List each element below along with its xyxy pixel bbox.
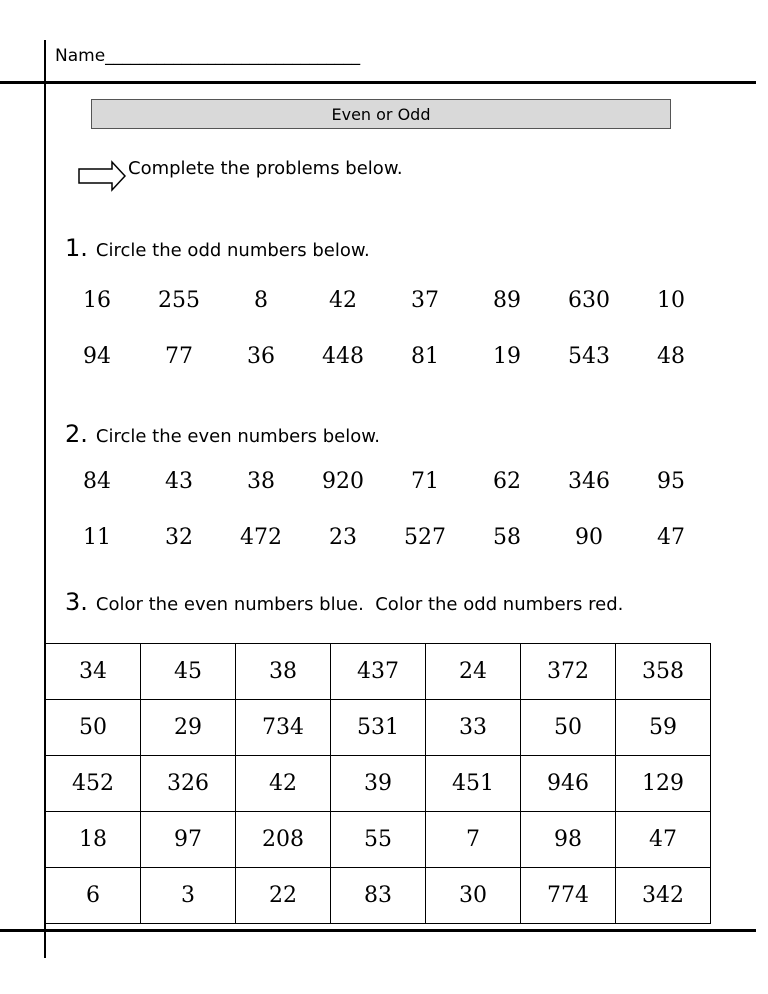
grid-cell[interactable]: 358 (616, 644, 711, 700)
grid-cell[interactable]: 34 (46, 644, 141, 700)
number-item[interactable]: 38 (247, 469, 275, 494)
grid-cell[interactable]: 24 (426, 644, 521, 700)
grid-cell[interactable]: 326 (141, 756, 236, 812)
grid-cell[interactable]: 50 (521, 700, 616, 756)
problem-1-row-1 (56, 288, 712, 313)
grid-cell[interactable]: 342 (616, 868, 711, 924)
number-item[interactable]: 47 (657, 525, 685, 550)
problem-1-heading (65, 234, 370, 262)
grid-row (46, 868, 711, 924)
grid-cell[interactable]: 129 (616, 756, 711, 812)
number-item[interactable]: 11 (83, 525, 111, 550)
number-item[interactable]: 81 (411, 344, 439, 369)
number-item[interactable]: 71 (411, 469, 439, 494)
number-item[interactable]: 48 (657, 344, 685, 369)
problem-number: 2. (65, 420, 88, 448)
number-item[interactable]: 37 (411, 288, 439, 313)
number-item[interactable]: 94 (83, 344, 111, 369)
number-item[interactable]: 77 (165, 344, 193, 369)
grid-row (46, 700, 711, 756)
number-item[interactable]: 630 (568, 288, 610, 313)
grid-cell[interactable]: 946 (521, 756, 616, 812)
number-item[interactable]: 10 (657, 288, 685, 313)
number-item[interactable]: 527 (404, 525, 446, 550)
number-item[interactable]: 36 (247, 344, 275, 369)
number-item[interactable]: 448 (322, 344, 364, 369)
number-item[interactable]: 472 (240, 525, 282, 550)
grid-cell[interactable]: 437 (331, 644, 426, 700)
footer-divider (0, 929, 756, 932)
problem-text: Color the even numbers blue. Color the odd numbers red. (95, 594, 624, 615)
grid-cell[interactable]: 531 (331, 700, 426, 756)
grid-cell[interactable]: 6 (46, 868, 141, 924)
number-item[interactable]: 23 (329, 525, 357, 550)
grid-cell[interactable]: 45 (141, 644, 236, 700)
problem-text: Circle the odd numbers below. (95, 240, 370, 261)
grid-cell[interactable]: 42 (236, 756, 331, 812)
header-divider (0, 81, 756, 84)
name-field-label: Name______________________________ (55, 46, 361, 66)
grid-cell[interactable]: 98 (521, 812, 616, 868)
problem-text: Circle the even numbers below. (95, 426, 381, 447)
problem-3-heading (65, 588, 623, 616)
grid-cell[interactable]: 97 (141, 812, 236, 868)
right-arrow-icon (78, 160, 126, 192)
problem-2-row-1 (56, 469, 712, 494)
grid-cell[interactable]: 734 (236, 700, 331, 756)
problem-number: 1. (65, 234, 88, 262)
problem-1-row-2 (56, 344, 712, 369)
grid-row (46, 644, 711, 700)
grid-row (46, 812, 711, 868)
grid-cell[interactable]: 38 (236, 644, 331, 700)
number-item[interactable]: 32 (165, 525, 193, 550)
number-item[interactable]: 62 (493, 469, 521, 494)
grid-cell[interactable]: 22 (236, 868, 331, 924)
number-item[interactable]: 90 (575, 525, 603, 550)
number-item[interactable]: 920 (322, 469, 364, 494)
grid-cell[interactable]: 47 (616, 812, 711, 868)
grid-cell[interactable]: 7 (426, 812, 521, 868)
color-grid (45, 643, 711, 924)
grid-cell[interactable]: 29 (141, 700, 236, 756)
number-item[interactable]: 58 (493, 525, 521, 550)
number-item[interactable]: 89 (493, 288, 521, 313)
grid-cell[interactable]: 39 (331, 756, 426, 812)
number-item[interactable]: 543 (568, 344, 610, 369)
problem-2-heading (65, 420, 380, 448)
grid-cell[interactable]: 452 (46, 756, 141, 812)
grid-cell[interactable]: 33 (426, 700, 521, 756)
grid-cell[interactable]: 30 (426, 868, 521, 924)
grid-cell[interactable]: 55 (331, 812, 426, 868)
number-item[interactable]: 42 (329, 288, 357, 313)
grid-cell[interactable]: 59 (616, 700, 711, 756)
number-item[interactable]: 43 (165, 469, 193, 494)
grid-row (46, 756, 711, 812)
number-item[interactable]: 84 (83, 469, 111, 494)
problem-number: 3. (65, 588, 88, 616)
problem-2-row-2 (56, 525, 712, 550)
grid-cell[interactable]: 372 (521, 644, 616, 700)
grid-cell[interactable]: 18 (46, 812, 141, 868)
grid-cell[interactable]: 50 (46, 700, 141, 756)
number-item[interactable]: 8 (254, 288, 268, 313)
instruction-text: Complete the problems below. (128, 158, 403, 179)
worksheet-title: Even or Odd (91, 99, 671, 129)
number-item[interactable]: 255 (158, 288, 200, 313)
number-item[interactable]: 95 (657, 469, 685, 494)
grid-cell[interactable]: 3 (141, 868, 236, 924)
number-item[interactable]: 19 (493, 344, 521, 369)
number-item[interactable]: 346 (568, 469, 610, 494)
grid-cell[interactable]: 774 (521, 868, 616, 924)
grid-cell[interactable]: 83 (331, 868, 426, 924)
grid-cell[interactable]: 208 (236, 812, 331, 868)
grid-cell[interactable]: 451 (426, 756, 521, 812)
number-item[interactable]: 16 (83, 288, 111, 313)
